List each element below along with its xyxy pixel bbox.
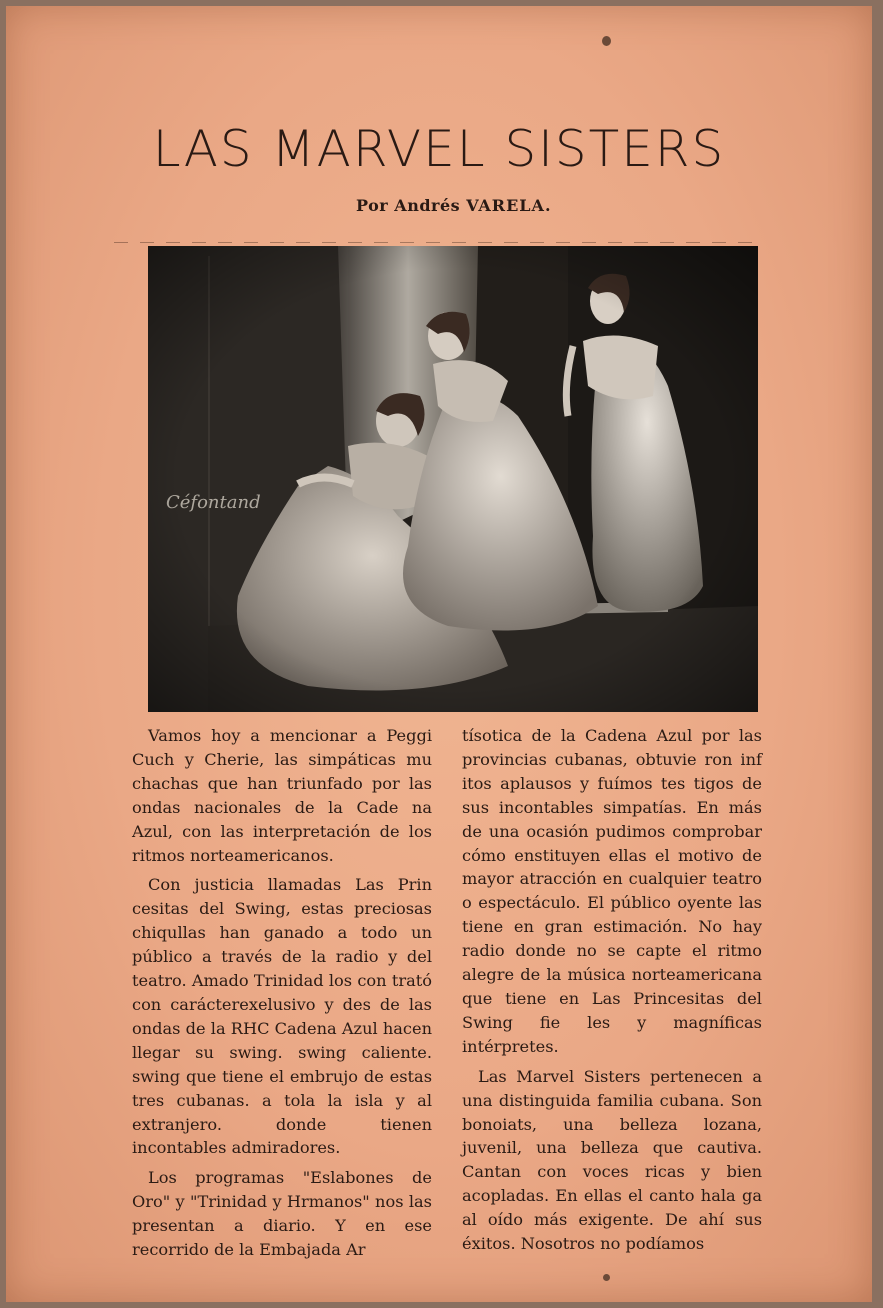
magazine-page: [6, 6, 872, 1302]
byline-author: VARELA.: [466, 196, 552, 215]
photo-three-singers: [148, 246, 758, 712]
binding-hole-bottom: [603, 1274, 610, 1281]
paragraph: Los programas "Eslabones de Oro" y "Trinidad y Hrmanos" nos las presentan a diario. Y en ese recorrido de la Embajada Ar: [132, 1168, 432, 1260]
byline-prefix: Por Andrés: [356, 196, 461, 215]
paragraph: Vamos hoy a mencionar a Peggi Cuch y Cherie, las simpáticas mu chachas que han triunfado por las ondas nacionales de la Cade na Azul, con las interpretación de los ritmos norteamericanos.: [132, 726, 432, 865]
column-left: [132, 724, 432, 1262]
article-body: [6, 724, 872, 1264]
column-right: [462, 724, 762, 1256]
paragraph: Las Marvel Sisters pertenecen a una distinguida familia cubana. Son bonoiats, una belleza lozana, juvenil, una belleza que cautiva. Cantan con voces ricas y bien acopladas. En ellas el canto hala ga al oído más exigente. De ahí sus éxitos. Nosotros no podíamos: [462, 1066, 762, 1254]
article-title: LAS MARVEL SISTERS: [152, 120, 726, 178]
article-photo: [148, 246, 758, 712]
byline: [356, 196, 552, 215]
title-divider: [114, 242, 764, 243]
binding-hole-top: [602, 36, 611, 46]
paragraph: tísotica de la Cadena Azul por las provincias cubanas, obtuvie ron inf itos aplausos y fuímos tes tigos de sus incontables simpatías. En más de una ocasión pudimos comprobar cómo enstituyen ellas el motivo de mayor atracción en cualquier teatro o espectáculo. El público oyente las tiene en gran estimación. No hay radio donde no se capte el ritmo alegre de la música norteamericana que tiene en Las Princesitas del Swing fie les y magníficas intérpretes.: [462, 726, 762, 1056]
paragraph: Con justicia llamadas Las Prin cesitas del Swing, estas preciosas chiqullas han ganado a todo un público a través de la radio y del teatro. Amado Trinidad los con trató con carácterexelusivo y des de las ondas de la RHC Cadena Azul hacen llegar su swing. swing caliente. swing que tiene el embrujo de estas tres cubanas. a tola la isla y al extranjero. donde tienen incontables admiradores.: [132, 875, 432, 1158]
